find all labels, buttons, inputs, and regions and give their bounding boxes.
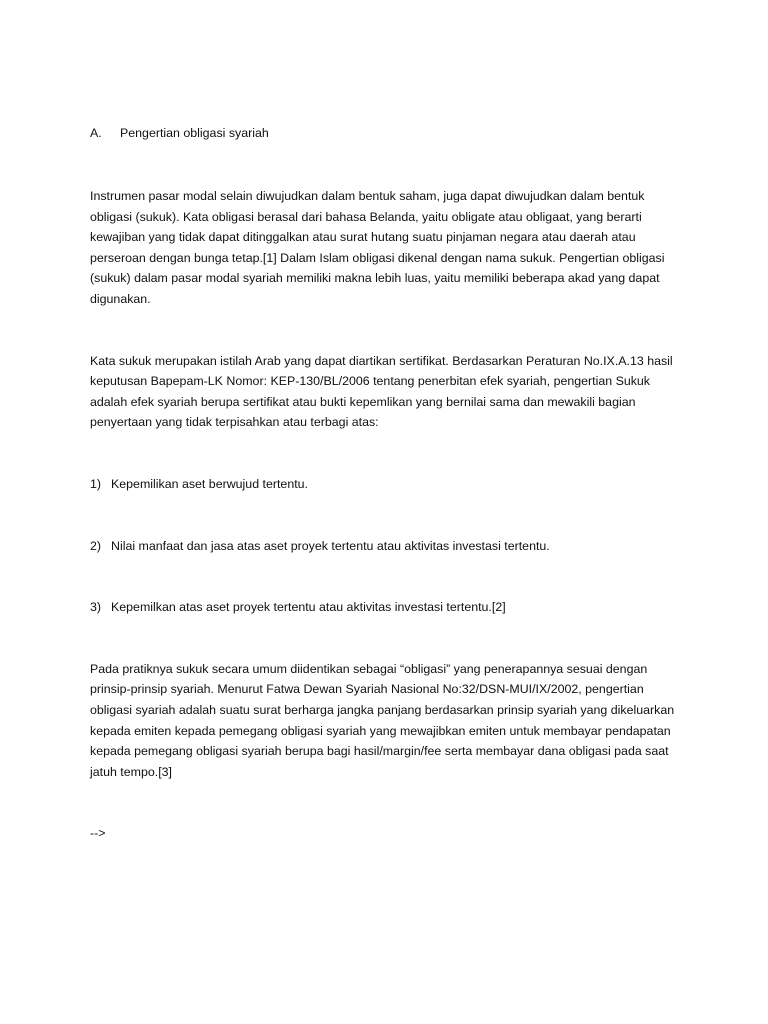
spacer: [90, 433, 680, 474]
paragraph-practice: Pada pratiknya sukuk secara umum diidentikan sebagai “obligasi” yang penerapannya sesuai dengan prinsip-prinsip syariah. Menurut Fatwa Dewan Syariah Nasional No:32/DSN-MUI/IX/2002, pengertian obligasi syariah adalah suatu surat berharga jangka panjang berdasarkan prinsip syariah yang dikeluarkan kepada emiten kepada pemegang obligasi syariah yang mewajibkan emiten untuk membayar pendapatan kepada pemegang obligasi syariah berupa bagi hasil/margin/fee serta membayar dana obligasi pada saat jatuh tempo.[3]: [90, 661, 675, 779]
spacer: [90, 495, 680, 536]
trailing-marker: -->: [90, 826, 106, 841]
spacer: [90, 144, 680, 186]
paragraph-sukuk: Kata sukuk merupakan istilah Arab yang dapat diartikan sertifikat. Berdasarkan Peraturan No.IX.A.13 hasil keputusan Bapepam-LK Nomor: KEP-130/BL/2006 tentang penerbitan efek syariah, pengertian Sukuk adalah efek syariah berupa sertifikat atau bukti kepemlikan yang bernilai sama dan mewakili bagian penyertaan yang tidak terpisahkan atau terbagi atas:: [90, 353, 673, 430]
spacer: [90, 782, 680, 823]
list-item: [90, 474, 680, 495]
list-item-number: 3): [90, 600, 102, 615]
paragraph-definition: Instrumen pasar modal selain diwujudkan dalam bentuk saham, juga dapat diwujudkan dalam bentuk obligasi (sukuk). Kata obligasi berasal dari bahasa Belanda, yaitu obligate atau obligaat, yang berarti kewajiban yang tidak dapat ditinggalkan atau surat hutang suatu pinjaman negara atau daerah atau perseroan dengan bunga tetap.[1] Dalam Islam obligasi dikenal dengan nama sukuk. Pengertian obligasi (sukuk) dalam pasar modal syariah memiliki makna lebih luas, yaitu memiliki beberapa akad yang dapat digunakan.: [90, 189, 665, 306]
list-item-text: Kepemilikan aset berwujud tertentu.: [111, 476, 308, 491]
section-heading: [90, 123, 680, 144]
section-number: A.: [90, 126, 102, 140]
list-item-number: 1): [90, 476, 102, 491]
spacer: [90, 310, 680, 351]
list-item-text: Nilai manfaat dan jasa atas aset proyek tertentu atau aktivitas investasi tertentu.: [111, 538, 550, 553]
list-item-text: Kepemilkan atas aset proyek tertentu atau aktivitas investasi tertentu.[2]: [111, 600, 506, 615]
list-item: [90, 597, 680, 618]
document-body: [90, 123, 680, 844]
spacer: [90, 618, 680, 659]
section-title: Pengertian obligasi syariah: [120, 126, 269, 140]
list-item-number: 2): [90, 538, 102, 553]
spacer: [90, 556, 680, 597]
list-item: [90, 536, 680, 557]
